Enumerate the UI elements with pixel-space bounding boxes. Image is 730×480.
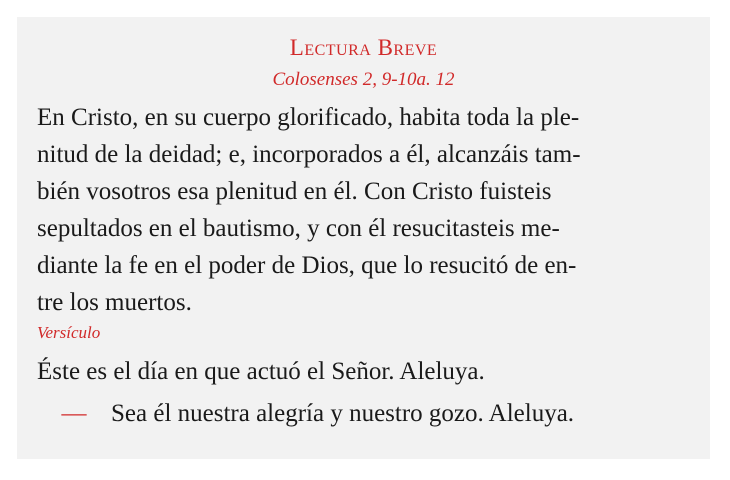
scripture-reference: Colosenses 2, 9-10a. 12 (272, 69, 455, 90)
reading-text (37, 99, 687, 321)
response-text: Sea él nuestra alegría y nuestro gozo. Aleluya. (111, 400, 575, 427)
reading-line: En Cristo, en su cuerpo glorificado, habita toda la ple- (37, 104, 580, 131)
versicle-label: Versículo (37, 323, 101, 342)
reading-title: Lectura Breve (289, 35, 438, 60)
response-dash: — (61, 400, 87, 427)
reading-line: bién vosotros esa plenitud en él. Con Cristo fuisteis (37, 178, 552, 205)
reading-line: sepultados en el bautismo, y con él resucitasteis me- (37, 215, 560, 242)
reading-line: tre los muertos. (37, 289, 192, 316)
versicle-response (37, 397, 574, 431)
reading-card (17, 17, 710, 459)
versicle-verse: Éste es el día en que actuó el Señor. Aleluya. (37, 358, 485, 385)
reading-line: diante la fe en el poder de Dios, que lo resucitó de en- (37, 252, 577, 279)
reading-line: nitud de la deidad; e, incorporados a él, alcanzáis tam- (37, 141, 581, 168)
